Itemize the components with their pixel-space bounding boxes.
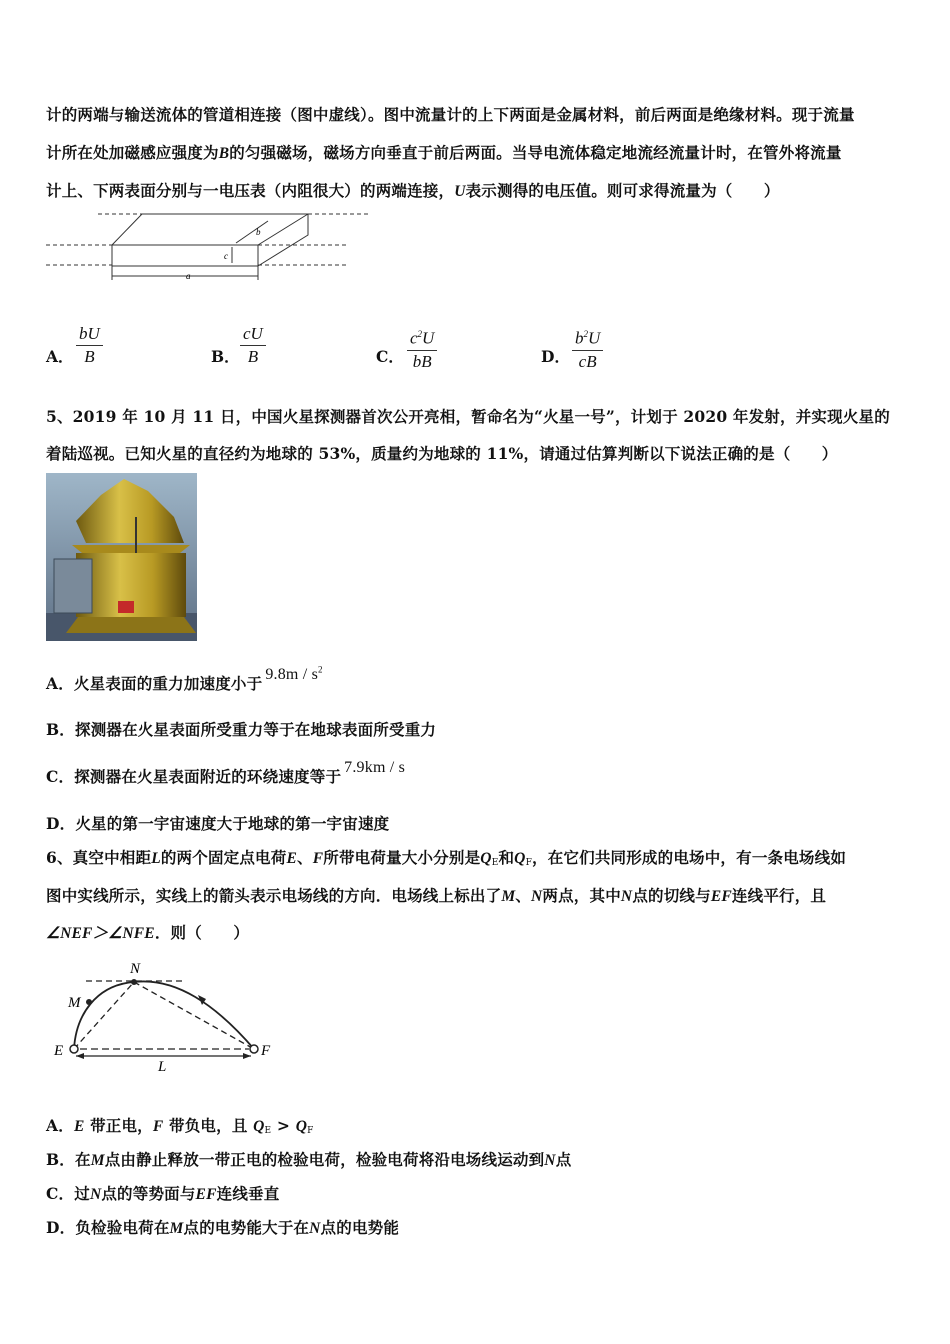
q4-option-d-letter: D． — [541, 347, 570, 366]
label-a: a — [186, 271, 191, 281]
q5-option-c-unit: 7.9km / s — [344, 759, 406, 776]
label-b: b — [256, 227, 261, 237]
electric-field-figure — [46, 955, 286, 1075]
q4-text-line-1: 计的两端与输送流体的管道相连接（图中虚线）。图中流量计的上下两面是金属材料，前后两面是绝缘材料。现于流量 — [46, 105, 855, 124]
label-f: F — [261, 1043, 271, 1059]
q6-text-line-1: 6、真空中相距L的两个固定点电荷E、F所带电荷量大小分别是$Q_E$和$Q_F$，在它们共同形成的电场中，有一条电场线如 — [46, 848, 847, 868]
q4-text-line-2: 计所在处加磁感应强度为B的匀强磁场，磁场方向垂直于前后两面。当导电流体稳定地流经流量计时，在管外将流量 — [46, 143, 842, 162]
q4-text-line-3: 计上、下两表面分别与一电压表（内阻很大）的两端连接，U表示测得的电压值。则可求得流量为（ ） — [46, 181, 780, 200]
q6-option-a: A．E 带正电，F 带负电，且 $Q_E > Q_F$ — [46, 1116, 314, 1136]
q5-option-b: B．探测器在火星表面所受重力等于在地球表面所受重力 — [46, 720, 437, 739]
label-l: L — [158, 1059, 167, 1075]
label-n: N — [130, 961, 141, 977]
q4-option-d-fraction: $\frac{b^2U}{cB}$ — [572, 323, 603, 373]
q4-option-c-letter: C． — [376, 347, 404, 366]
q4-option-c-fraction: $\frac{c^2U}{bB}$ — [407, 323, 437, 373]
flowmeter-figure — [46, 205, 376, 285]
q4-option-a-fraction: $\frac{bU}{B}$ — [76, 323, 103, 368]
q5-text-line-1: 5、2019 年 10 月 11 日，中国火星探测器首次公开亮相，暂命名为“火星一号”，计划于 2020 年发射，并实现火星的 — [46, 407, 890, 426]
q6-text-line-2: 图中实线所示，实线上的箭头表示电场线的方向．电场线上标出了M、N两点，其中N点的切线与EF连线平行，且 — [46, 886, 827, 905]
q6-option-d: D．负检验电荷在M点的电势能大于在N点的电势能 — [46, 1218, 400, 1237]
q6-text-line-3: ∠NEF＞∠NFE．则（ ） — [46, 923, 250, 942]
q4-option-b-fraction: $\frac{cU}{B}$ — [240, 323, 266, 368]
q5-option-c: C．探测器在火星表面附近的环绕速度等于 7.9km / s — [46, 759, 406, 786]
q6-option-c: C．过N点的等势面与EF连线垂直 — [46, 1184, 280, 1203]
q4-option-b-letter: B． — [211, 347, 240, 366]
q5-text-line-2: 着陆巡视。已知火星的直径约为地球的 53%，质量约为地球的 11%，请通过估算判断以下说法正确的是（ ） — [46, 444, 838, 463]
q5-option-a: A．火星表面的重力加速度小于 $9.8m / s^2$ — [46, 664, 323, 693]
q5-option-a-unit: $9.8m / s^2$ — [265, 664, 323, 683]
q4-option-a-letter: A． — [46, 347, 74, 366]
label-m: M — [68, 995, 81, 1011]
q6-option-b: B．在M点由静止释放一带正电的检验电荷，检验电荷将沿电场线运动到N点 — [46, 1150, 572, 1169]
mars-probe-photo — [46, 473, 197, 641]
label-c: c — [224, 251, 228, 261]
label-e: E — [54, 1043, 64, 1059]
q5-option-d: D．火星的第一宇宙速度大于地球的第一宇宙速度 — [46, 814, 390, 833]
